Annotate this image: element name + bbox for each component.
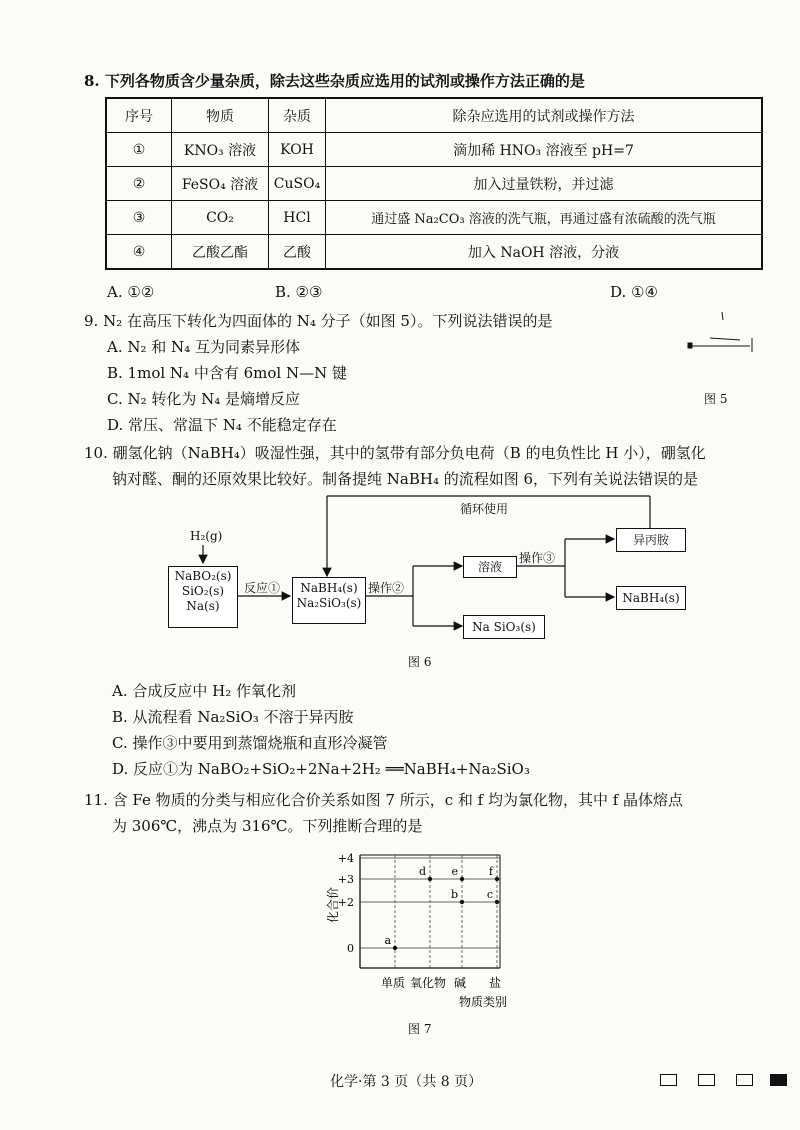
table-cell: ② <box>106 167 172 201</box>
y-tick-label: +2 <box>337 896 354 909</box>
data-point <box>460 877 464 881</box>
op2-label: 操作② <box>368 581 405 595</box>
q9-option-b: B. 1mol N₄ 中含有 6mol N—N 键 <box>107 364 347 382</box>
y-tick-label: +4 <box>337 852 354 865</box>
data-point <box>393 946 397 950</box>
data-point-label: d <box>418 865 426 878</box>
answer-box-filled-icon <box>770 1074 787 1086</box>
q9-option-c: C. N₂ 转化为 N₄ 是熵增反应 <box>107 390 301 408</box>
table-cell: KNO₃ 溶液 <box>172 133 269 167</box>
data-point <box>428 877 432 881</box>
q8-stem: 8. 下列各物质含少量杂质，除去这些杂质应选用的试剂或操作方法正确的是 <box>84 72 585 90</box>
table-cell: ④ <box>106 235 172 270</box>
op3-label: 操作③ <box>519 551 556 565</box>
data-point-label: a <box>384 934 391 947</box>
table-cell: 滴加稀 HNO₃ 溶液至 pH=7 <box>326 133 763 167</box>
q11-stem-line1: 11. 含 Fe 物质的分类与相应化合价关系如图 7 所示，c 和 f 均为氯化物，其中 f 晶体熔点 <box>84 791 684 809</box>
solution-box: 溶液 <box>463 556 517 578</box>
table-cell: KOH <box>269 133 326 167</box>
data-point-label: b <box>450 888 458 901</box>
reaction1-label: 反应① <box>244 581 281 595</box>
start-material: NaBO₂(s) <box>174 569 232 583</box>
q10-option-a: A. 合成反应中 H₂ 作氧化剂 <box>112 682 296 700</box>
x-tick-label: 碱 <box>453 976 467 990</box>
q9-stem: 9. N₂ 在高压下转化为四面体的 N₄ 分子（如图 5）。下列说法错误的是 <box>84 312 553 330</box>
y-tick-label: 0 <box>347 942 354 955</box>
q10-option-b: B. 从流程看 Na₂SiO₃ 不溶于异丙胺 <box>112 708 354 726</box>
q10-stem-line2: 钠对醛、酮的还原效果比较好。制备提纯 NaBH₄ 的流程如图 6，下列有关说法错误的是 <box>112 470 699 488</box>
table-cell: ① <box>106 133 172 167</box>
col-header: 物质 <box>172 98 269 133</box>
intermediate-material: Na₂SiO₃(s) <box>296 596 362 610</box>
residue-box: Na SiO₃(s) <box>463 615 545 639</box>
y-axis-label: 化合价 <box>326 886 340 924</box>
col-header: 序号 <box>106 98 172 133</box>
page-footer: 化学·第 3 页（共 8 页） <box>330 1074 483 1090</box>
q9-option-d: D. 常压、常温下 N₄ 不能稳定存在 <box>107 416 337 434</box>
intermediate-material: NaBH₄(s) <box>300 581 358 595</box>
answer-box-icon <box>736 1074 753 1086</box>
y-tick-label: +3 <box>337 873 354 886</box>
table-cell: 加入 NaOH 溶液，分液 <box>326 235 763 270</box>
table-cell: ③ <box>106 201 172 235</box>
answer-box-icon <box>698 1074 715 1086</box>
x-tick-label: 单质 <box>380 976 406 990</box>
table-cell: 加入过量铁粉，并过滤 <box>326 167 763 201</box>
x-tick-label: 盐 <box>488 976 502 990</box>
col-header: 除杂应选用的试剂或操作方法 <box>326 98 763 133</box>
h2-label: H₂(g) <box>190 529 223 543</box>
answer-box-icon <box>660 1074 677 1086</box>
data-point-label: e <box>451 865 458 878</box>
table-cell: 乙酸 <box>269 235 326 270</box>
table-cell: FeSO₄ 溶液 <box>172 167 269 201</box>
product-box: NaBH₄(s) <box>616 586 686 610</box>
data-point <box>460 900 464 904</box>
table-cell: CuSO₄ <box>269 167 326 201</box>
q8-option-d: D. ①④ <box>610 283 658 301</box>
q9-option-a: A. N₂ 和 N₄ 互为同素异形体 <box>107 338 300 356</box>
table-cell: HCl <box>269 201 326 235</box>
col-header: 杂质 <box>269 98 326 133</box>
q11-stem-line2: 为 306℃，沸点为 316℃。下列推断合理的是 <box>112 817 423 835</box>
recycle-label: 循环使用 <box>460 502 509 516</box>
start-material: Na(s) <box>186 599 220 613</box>
x-axis-label: 物质类别 <box>458 995 508 1009</box>
table-cell: 乙酸乙酯 <box>172 235 269 270</box>
x-tick-label: 氧化物 <box>409 976 447 990</box>
table-cell: CO₂ <box>172 201 269 235</box>
figure6-label: 图 6 <box>408 655 432 669</box>
q10-option-c: C. 操作③中要用到蒸馏烧瓶和直形冷凝管 <box>112 734 388 752</box>
q8-option-b: B. ②③ <box>275 283 323 301</box>
figure7-label: 图 7 <box>408 1022 432 1036</box>
q8-option-a: A. ①② <box>107 283 155 301</box>
figure5-label: 图 5 <box>704 392 728 406</box>
start-material: SiO₂(s) <box>181 584 225 598</box>
data-point-label: f <box>488 865 493 878</box>
data-point <box>495 877 499 881</box>
q10-option-d: D. 反应①为 NaBO₂+SiO₂+2Na+2H₂ ══NaBH₄+Na₂SiO₃ <box>112 760 530 778</box>
data-point-label: c <box>486 888 493 901</box>
table-cell: 通过盛 Na₂CO₃ 溶液的洗气瓶，再通过盛有浓硫酸的洗气瓶 <box>326 201 763 235</box>
isopropylamine-box: 异丙胺 <box>616 528 686 552</box>
q10-stem-line1: 10. 硼氢化钠（NaBH₄）吸湿性强，其中的氢带有部分负电荷（B 的电负性比 H 小），硼氢化 <box>84 444 706 462</box>
data-point <box>495 900 499 904</box>
